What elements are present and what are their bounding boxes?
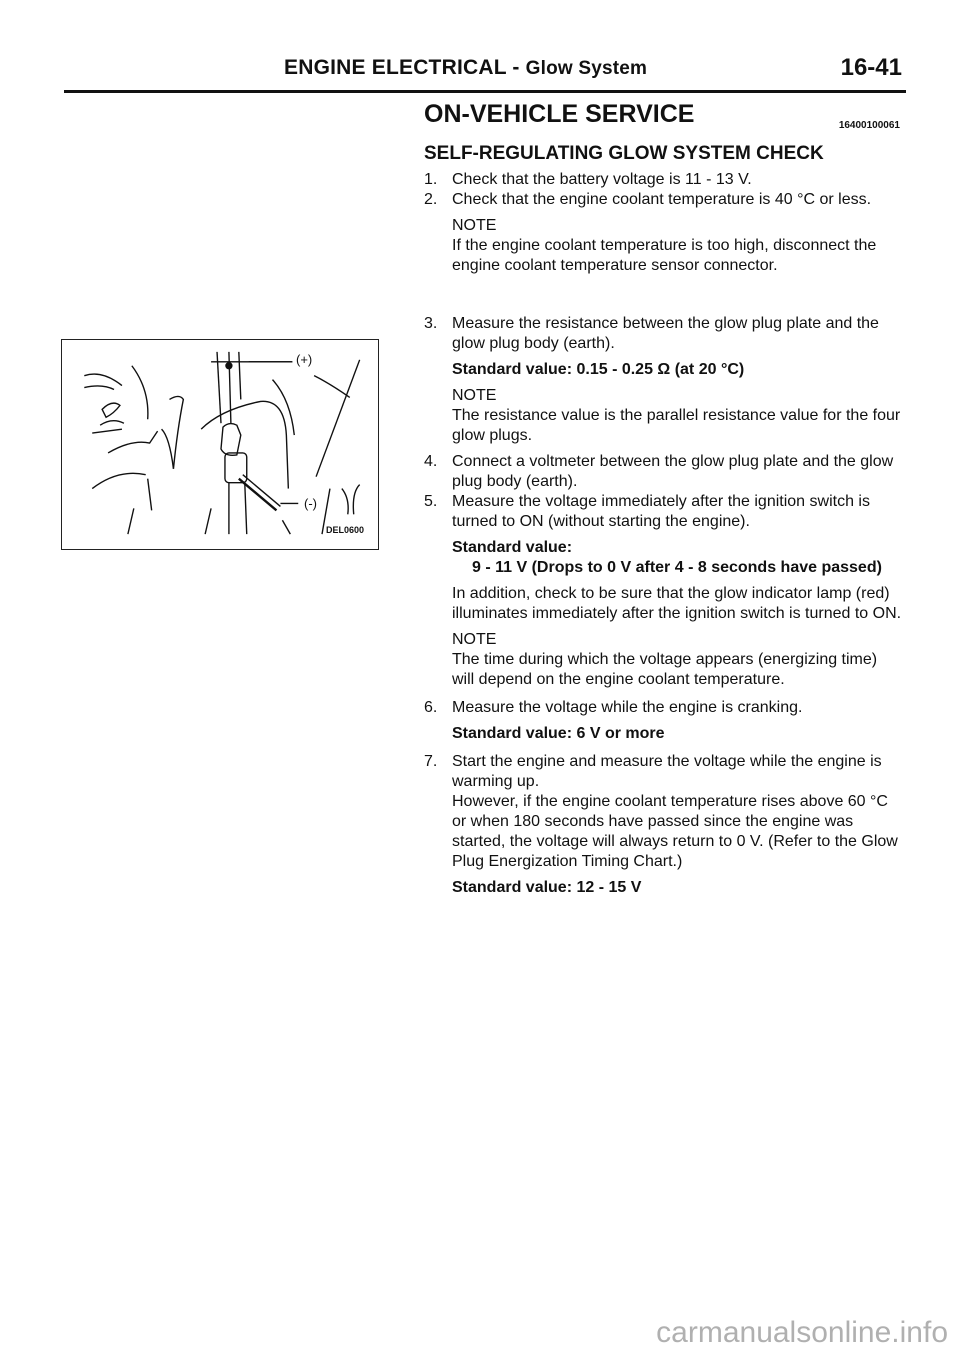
note-text: The time during which the voltage appears (energizing time) will depend on the engine coolant temperature. — [452, 651, 878, 688]
step-text: Check that the battery voltage is 11 - 13 V. — [452, 171, 752, 188]
note-label: NOTE — [452, 387, 497, 404]
section-title — [424, 100, 902, 138]
note-text: The resistance value is the parallel resistance value for the four glow plugs. — [452, 407, 901, 444]
step-additional-text: However, if the engine coolant temperature rises above 60 °C or when 180 seconds have passed since the engine was started, the voltage will always return to 0 V. (Refer to the Glow Plug Energization Timing Chart.) — [452, 793, 898, 870]
header-title-main: ENGINE ELECTRICAL - — [284, 56, 520, 79]
step-text: Measure the resistance between the glow plug plate and the glow plug body (earth). — [452, 315, 879, 352]
step-number: 2. — [424, 191, 438, 208]
step-6 — [424, 698, 902, 718]
section-code: 16400100061 — [838, 120, 900, 131]
step-number: 7. — [424, 753, 438, 770]
step-number: 1. — [424, 171, 438, 188]
step-2 — [424, 190, 902, 210]
standard-value-label: Standard value: — [452, 539, 573, 556]
section-subtitle: SELF-REGULATING GLOW SYSTEM CHECK — [424, 143, 824, 164]
step-number: 6. — [424, 699, 438, 716]
step-number: 5. — [424, 493, 438, 510]
figure-code: DEL0600 — [325, 525, 364, 535]
watermark: carmanualsonline.info — [656, 1316, 948, 1349]
section-title-text: ON-VEHICLE SERVICE — [424, 100, 695, 128]
step-5 — [424, 492, 902, 532]
standard-value: 9 - 11 V (Drops to 0 V after 4 - 8 seconds have passed) — [472, 559, 882, 576]
step-4 — [424, 452, 902, 492]
step-7 — [424, 752, 902, 792]
standard-value: Standard value: 0.15 - 0.25 Ω (at 20 °C) — [452, 361, 745, 378]
step-text: Measure the voltage immediately after the ignition switch is turned to ON (without starting the engine). — [452, 493, 870, 530]
step-1 — [424, 170, 902, 190]
glow-plug-diagram — [62, 340, 378, 549]
plus-label: (+) — [296, 352, 313, 367]
header-title — [284, 56, 647, 80]
step-number: 3. — [424, 315, 438, 332]
standard-value: Standard value: 12 - 15 V — [452, 879, 642, 896]
note-label: NOTE — [452, 217, 497, 234]
step-text: Check that the engine coolant temperature is 40 °C or less. — [452, 191, 872, 208]
header-title-sub: Glow System — [525, 58, 648, 79]
page-header — [64, 54, 906, 93]
note-text: If the engine coolant temperature is too high, disconnect the engine coolant temperature sensor connector. — [452, 237, 877, 274]
step-3 — [424, 314, 902, 354]
standard-value: Standard value: 6 V or more — [452, 725, 665, 742]
step-text: Measure the voltage while the engine is cranking. — [452, 699, 803, 716]
step-number: 4. — [424, 453, 438, 470]
step-text: Start the engine and measure the voltage while the engine is warming up. — [452, 753, 882, 790]
glow-plug-figure — [61, 339, 379, 550]
page-number: 16-41 — [840, 54, 902, 81]
service-content — [424, 100, 902, 898]
minus-label: (-) — [304, 496, 317, 511]
step-additional-text: In addition, check to be sure that the glow indicator lamp (red) illuminates immediately after the ignition switch is turned to ON. — [452, 585, 902, 622]
note-label: NOTE — [452, 631, 497, 648]
step-text: Connect a voltmeter between the glow plug plate and the glow plug body (earth). — [452, 453, 894, 490]
